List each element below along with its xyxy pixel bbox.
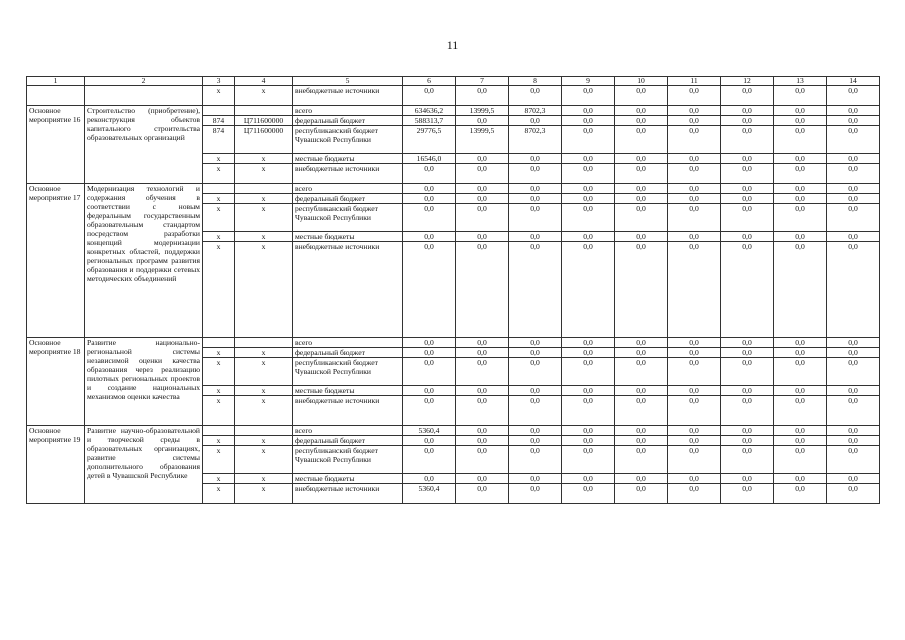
cell-value: 0,0 [721, 164, 774, 184]
cell-code: х [203, 164, 235, 184]
cell-code: х [203, 358, 235, 386]
header-cell: 4 [235, 77, 293, 86]
cell-source: федеральный бюджет [293, 116, 403, 126]
cell-value: 0,0 [456, 436, 509, 446]
cell-value: 0,0 [827, 446, 880, 474]
description-cell [85, 86, 203, 106]
table-row [27, 338, 880, 348]
cell-value: 0,0 [774, 86, 827, 106]
cell-target-code: х [235, 436, 293, 446]
cell-value: 0,0 [827, 386, 880, 396]
cell-value: 0,0 [668, 194, 721, 204]
cell-value: 0,0 [562, 242, 615, 338]
cell-value: 0,0 [721, 242, 774, 338]
cell-target-code: х [235, 358, 293, 386]
cell-value: 0,0 [562, 386, 615, 396]
cell-value: 0,0 [721, 474, 774, 484]
cell-target-code [235, 106, 293, 116]
cell-value: 0,0 [615, 396, 668, 426]
cell-value: 0,0 [615, 232, 668, 242]
cell-value: 0,0 [403, 386, 456, 396]
cell-value: 0,0 [615, 386, 668, 396]
cell-source: местные бюджеты [293, 154, 403, 164]
cell-value: 0,0 [615, 116, 668, 126]
header-cell: 9 [562, 77, 615, 86]
cell-source: внебюджетные источники [293, 164, 403, 184]
cell-value: 0,0 [615, 338, 668, 348]
cell-value: 0,0 [774, 184, 827, 194]
header-cell: 6 [403, 77, 456, 86]
cell-value: 0,0 [562, 126, 615, 154]
cell-value: 0,0 [827, 164, 880, 184]
table-row [27, 106, 880, 116]
cell-value: 0,0 [827, 232, 880, 242]
cell-value: 0,0 [509, 348, 562, 358]
cell-value: 5360,4 [403, 426, 456, 436]
cell-value: 0,0 [456, 86, 509, 106]
cell-target-code [235, 184, 293, 194]
cell-value: 0,0 [774, 106, 827, 116]
cell-value: 0,0 [774, 386, 827, 396]
cell-value: 588313,7 [403, 116, 456, 126]
cell-value: 0,0 [774, 194, 827, 204]
page-number: 11 [446, 38, 459, 52]
cell-value: 0,0 [403, 164, 456, 184]
cell-value: 0,0 [827, 106, 880, 116]
cell-value: 0,0 [615, 126, 668, 154]
cell-value: 0,0 [456, 204, 509, 232]
cell-value: 0,0 [403, 436, 456, 446]
cell-source: республиканский бюджет Чувашской Республики [293, 446, 403, 474]
cell-value: 0,0 [827, 396, 880, 426]
cell-value: 0,0 [456, 396, 509, 426]
cell-source: местные бюджеты [293, 474, 403, 484]
cell-code: х [203, 232, 235, 242]
cell-target-code: х [235, 348, 293, 358]
cell-value: 0,0 [403, 86, 456, 106]
cell-value: 0,0 [668, 116, 721, 126]
cell-value: 0,0 [827, 338, 880, 348]
cell-value: 0,0 [668, 184, 721, 194]
cell-value: 634636,2 [403, 106, 456, 116]
cell-value: 0,0 [774, 474, 827, 484]
cell-value: 0,0 [721, 116, 774, 126]
cell-source: республиканский бюджет Чувашской Республики [293, 126, 403, 154]
cell-value: 0,0 [668, 348, 721, 358]
cell-code: х [203, 194, 235, 204]
continuation-row [27, 86, 880, 106]
cell-value: 0,0 [509, 396, 562, 426]
cell-value: 0,0 [509, 484, 562, 504]
cell-value: 0,0 [562, 86, 615, 106]
cell-value: 0,0 [509, 184, 562, 194]
cell-target-code: х [235, 484, 293, 504]
cell-value: 0,0 [509, 338, 562, 348]
cell-value: 0,0 [668, 386, 721, 396]
cell-value: 0,0 [509, 358, 562, 386]
cell-code [203, 184, 235, 194]
cell-value: 0,0 [721, 232, 774, 242]
cell-value: 0,0 [562, 154, 615, 164]
cell-value: 0,0 [721, 348, 774, 358]
cell-value: 0,0 [774, 204, 827, 232]
cell-target-code: х [235, 446, 293, 474]
cell-value: 0,0 [774, 484, 827, 504]
cell-value: 0,0 [562, 426, 615, 436]
cell-value: 0,0 [456, 232, 509, 242]
cell-code [203, 106, 235, 116]
cell-value: 0,0 [721, 184, 774, 194]
cell-value: 0,0 [774, 436, 827, 446]
header-cell: 3 [203, 77, 235, 86]
cell-value: 0,0 [562, 106, 615, 116]
cell-value: 0,0 [456, 474, 509, 484]
cell-value: 0,0 [509, 116, 562, 126]
cell-source: внебюджетные источники [293, 242, 403, 338]
cell-value: 0,0 [509, 154, 562, 164]
cell-code: х [203, 348, 235, 358]
cell-value: 0,0 [562, 474, 615, 484]
cell-value: 0,0 [668, 358, 721, 386]
cell-code [203, 426, 235, 436]
cell-value: 0,0 [827, 184, 880, 194]
cell-value: 0,0 [774, 396, 827, 426]
cell-value: 0,0 [827, 204, 880, 232]
cell-value: 0,0 [827, 126, 880, 154]
header-cell: 5 [293, 77, 403, 86]
cell-target-code: х [235, 232, 293, 242]
cell-value: 0,0 [668, 154, 721, 164]
cell-value: 0,0 [562, 232, 615, 242]
cell-value: 0,0 [562, 436, 615, 446]
cell-value: 0,0 [827, 116, 880, 126]
cell-value: 0,0 [827, 358, 880, 386]
cell-value: 0,0 [562, 164, 615, 184]
cell-value: 0,0 [509, 86, 562, 106]
cell-value: 0,0 [668, 426, 721, 436]
cell-value: 0,0 [721, 484, 774, 504]
cell-value: 0,0 [668, 86, 721, 106]
cell-target-code: х [235, 474, 293, 484]
cell-value: 0,0 [615, 106, 668, 116]
cell-value: 0,0 [774, 116, 827, 126]
cell-value: 0,0 [456, 426, 509, 436]
cell-target-code: х [235, 386, 293, 396]
cell-value: 0,0 [403, 446, 456, 474]
activity-cell: Основное мероприятие 18 [27, 338, 85, 426]
cell-value: 0,0 [721, 194, 774, 204]
cell-value: 0,0 [509, 474, 562, 484]
cell-code: х [203, 386, 235, 396]
cell-source: федеральный бюджет [293, 348, 403, 358]
cell-value: 0,0 [827, 348, 880, 358]
cell-value: 0,0 [509, 426, 562, 436]
header-cell: 10 [615, 77, 668, 86]
cell-value: 0,0 [721, 358, 774, 386]
cell-value: 0,0 [615, 194, 668, 204]
cell-value: 0,0 [827, 154, 880, 164]
cell-value: 0,0 [403, 232, 456, 242]
cell-value: 0,0 [827, 474, 880, 484]
cell-value: 0,0 [615, 242, 668, 338]
header-cell: 11 [668, 77, 721, 86]
cell-value: 0,0 [668, 474, 721, 484]
cell-value: 0,0 [403, 474, 456, 484]
cell-value: 0,0 [615, 436, 668, 446]
cell-value: 0,0 [827, 436, 880, 446]
cell-value: 0,0 [774, 154, 827, 164]
cell-value: 0,0 [774, 426, 827, 436]
cell-value: 0,0 [562, 484, 615, 504]
cell-value: 0,0 [403, 338, 456, 348]
cell-value: 0,0 [615, 426, 668, 436]
cell-value: 0,0 [562, 184, 615, 194]
cell-source: всего [293, 426, 403, 436]
table-body [27, 86, 880, 504]
cell-value: 0,0 [721, 154, 774, 164]
cell-value: 0,0 [721, 436, 774, 446]
activity-cell: Основное мероприятие 16 [27, 106, 85, 184]
cell-value: 0,0 [668, 242, 721, 338]
cell-value: 29776,5 [403, 126, 456, 154]
cell-value: 0,0 [721, 426, 774, 436]
cell-value: 0,0 [721, 386, 774, 396]
cell-value: 13999,5 [456, 106, 509, 116]
cell-value: 0,0 [562, 194, 615, 204]
cell-target-code: х [235, 194, 293, 204]
cell-source: республиканский бюджет Чувашской Республики [293, 204, 403, 232]
description-cell: Развитие национально-региональной системы независимой оценки качества образования через реализацию пилотных региональных проектов и создание национальных механизмов оценки качества [85, 338, 203, 426]
cell-target-code: х [235, 154, 293, 164]
cell-source: внебюджетные источники [293, 396, 403, 426]
cell-value: 0,0 [509, 204, 562, 232]
header-row [27, 77, 880, 86]
cell-value: 0,0 [774, 242, 827, 338]
cell-value: 0,0 [668, 446, 721, 474]
cell-value: 0,0 [456, 446, 509, 474]
cell-source: республиканский бюджет Чувашской Республики [293, 358, 403, 386]
cell-code: х [203, 204, 235, 232]
cell-value: 0,0 [615, 204, 668, 232]
cell-value: 0,0 [668, 436, 721, 446]
cell-code: х [203, 446, 235, 474]
header-cell: 13 [774, 77, 827, 86]
cell-value: 0,0 [456, 116, 509, 126]
cell-value: 0,0 [562, 338, 615, 348]
cell-target-code: х [235, 242, 293, 338]
cell-value: 0,0 [403, 358, 456, 386]
cell-target-code: Ц711600000 [235, 116, 293, 126]
header-cell: 7 [456, 77, 509, 86]
cell-target-code: Ц711600000 [235, 126, 293, 154]
cell-value: 0,0 [403, 204, 456, 232]
header-cell: 8 [509, 77, 562, 86]
cell-source: местные бюджеты [293, 232, 403, 242]
header-cell: 1 [27, 77, 85, 86]
cell-value: 0,0 [456, 194, 509, 204]
cell-value: 0,0 [721, 446, 774, 474]
description-cell: Развитие научно-образовательной и творческой среды в образовательных организациях, развитие системы дополнительного образования детей в Чувашской Республике [85, 426, 203, 504]
cell-value: 0,0 [615, 358, 668, 386]
cell-value: 0,0 [456, 154, 509, 164]
cell-value: 0,0 [615, 446, 668, 474]
cell-value: 0,0 [456, 348, 509, 358]
budget-table [26, 76, 880, 504]
activity-cell: Основное мероприятие 19 [27, 426, 85, 504]
cell-value: 8702,3 [509, 106, 562, 116]
cell-value: 0,0 [562, 446, 615, 474]
cell-value: 16546,0 [403, 154, 456, 164]
cell-value: 0,0 [509, 386, 562, 396]
cell-value: 0,0 [668, 232, 721, 242]
cell-code: х [203, 396, 235, 426]
cell-value: 0,0 [721, 396, 774, 426]
cell-value: 0,0 [668, 484, 721, 504]
cell-code: 874 [203, 126, 235, 154]
cell-value: 0,0 [456, 484, 509, 504]
cell-value: 0,0 [562, 204, 615, 232]
cell-target-code: х [235, 396, 293, 426]
cell-value: 0,0 [774, 126, 827, 154]
cell-value: 0,0 [456, 164, 509, 184]
cell-code [203, 338, 235, 348]
cell-value: 0,0 [668, 106, 721, 116]
cell-source: местные бюджеты [293, 386, 403, 396]
cell-target-code: х [235, 86, 293, 106]
cell-value: 0,0 [615, 164, 668, 184]
cell-target-code: х [235, 164, 293, 184]
cell-value: 0,0 [562, 116, 615, 126]
cell-code: х [203, 242, 235, 338]
cell-value: 0,0 [668, 396, 721, 426]
cell-value: 0,0 [827, 194, 880, 204]
cell-value: 0,0 [721, 106, 774, 116]
cell-value: 0,0 [562, 396, 615, 426]
cell-source: внебюджетные источники [293, 484, 403, 504]
cell-value: 0,0 [827, 86, 880, 106]
cell-value: 0,0 [774, 446, 827, 474]
cell-value: 0,0 [615, 86, 668, 106]
cell-source: всего [293, 106, 403, 116]
cell-value: 0,0 [403, 194, 456, 204]
cell-value: 0,0 [509, 242, 562, 338]
cell-value: 0,0 [456, 338, 509, 348]
cell-value: 0,0 [721, 86, 774, 106]
cell-value: 0,0 [668, 126, 721, 154]
cell-value: 0,0 [456, 358, 509, 386]
cell-target-code: х [235, 204, 293, 232]
activity-cell [27, 86, 85, 106]
cell-target-code [235, 426, 293, 436]
cell-source: всего [293, 338, 403, 348]
cell-code: х [203, 474, 235, 484]
cell-source: всего [293, 184, 403, 194]
cell-value: 0,0 [509, 194, 562, 204]
cell-value: 0,0 [403, 184, 456, 194]
table-row [27, 184, 880, 194]
cell-value: 0,0 [562, 358, 615, 386]
cell-value: 0,0 [774, 164, 827, 184]
cell-source: федеральный бюджет [293, 194, 403, 204]
cell-value: 0,0 [509, 232, 562, 242]
cell-value: 13999,5 [456, 126, 509, 154]
description-cell: Строительство (приобретение), реконструкция объектов капитального строительства образовательных организаций [85, 106, 203, 184]
cell-value: 0,0 [827, 484, 880, 504]
cell-code: х [203, 436, 235, 446]
cell-value: 0,0 [721, 204, 774, 232]
cell-value: 0,0 [562, 348, 615, 358]
cell-source: внебюджетные источники [293, 86, 403, 106]
cell-value: 0,0 [509, 446, 562, 474]
cell-target-code [235, 338, 293, 348]
cell-code: х [203, 154, 235, 164]
header-cell: 12 [721, 77, 774, 86]
cell-value: 8702,3 [509, 126, 562, 154]
cell-value: 0,0 [827, 242, 880, 338]
cell-value: 0,0 [456, 386, 509, 396]
cell-code: х [203, 86, 235, 106]
cell-value: 0,0 [615, 154, 668, 164]
cell-value: 0,0 [668, 164, 721, 184]
cell-value: 0,0 [509, 164, 562, 184]
cell-value: 0,0 [509, 436, 562, 446]
cell-value: 0,0 [615, 184, 668, 194]
cell-value: 0,0 [403, 396, 456, 426]
cell-value: 5360,4 [403, 484, 456, 504]
cell-value: 0,0 [774, 232, 827, 242]
header-cell: 2 [85, 77, 203, 86]
activity-cell: Основное мероприятие 17 [27, 184, 85, 338]
cell-value: 0,0 [615, 484, 668, 504]
cell-value: 0,0 [403, 348, 456, 358]
cell-code: х [203, 484, 235, 504]
cell-value: 0,0 [668, 204, 721, 232]
cell-value: 0,0 [721, 338, 774, 348]
cell-value: 0,0 [774, 348, 827, 358]
cell-value: 0,0 [668, 338, 721, 348]
description-cell: Модернизация технологий и содержания обучения в соответствии с новым федеральным государственным образовательным стандартом посредством разработки концепций модернизации конкретных областей, поддержки региональных программ развития образования и поддержки сетевых методических объединений [85, 184, 203, 338]
cell-code: 874 [203, 116, 235, 126]
cell-value: 0,0 [403, 242, 456, 338]
cell-value: 0,0 [827, 426, 880, 436]
cell-value: 0,0 [456, 242, 509, 338]
table-row [27, 426, 880, 436]
cell-value: 0,0 [615, 474, 668, 484]
cell-value: 0,0 [615, 348, 668, 358]
cell-value: 0,0 [774, 338, 827, 348]
cell-source: федеральный бюджет [293, 436, 403, 446]
cell-value: 0,0 [721, 126, 774, 154]
header-cell: 14 [827, 77, 880, 86]
cell-value: 0,0 [456, 184, 509, 194]
cell-value: 0,0 [774, 358, 827, 386]
